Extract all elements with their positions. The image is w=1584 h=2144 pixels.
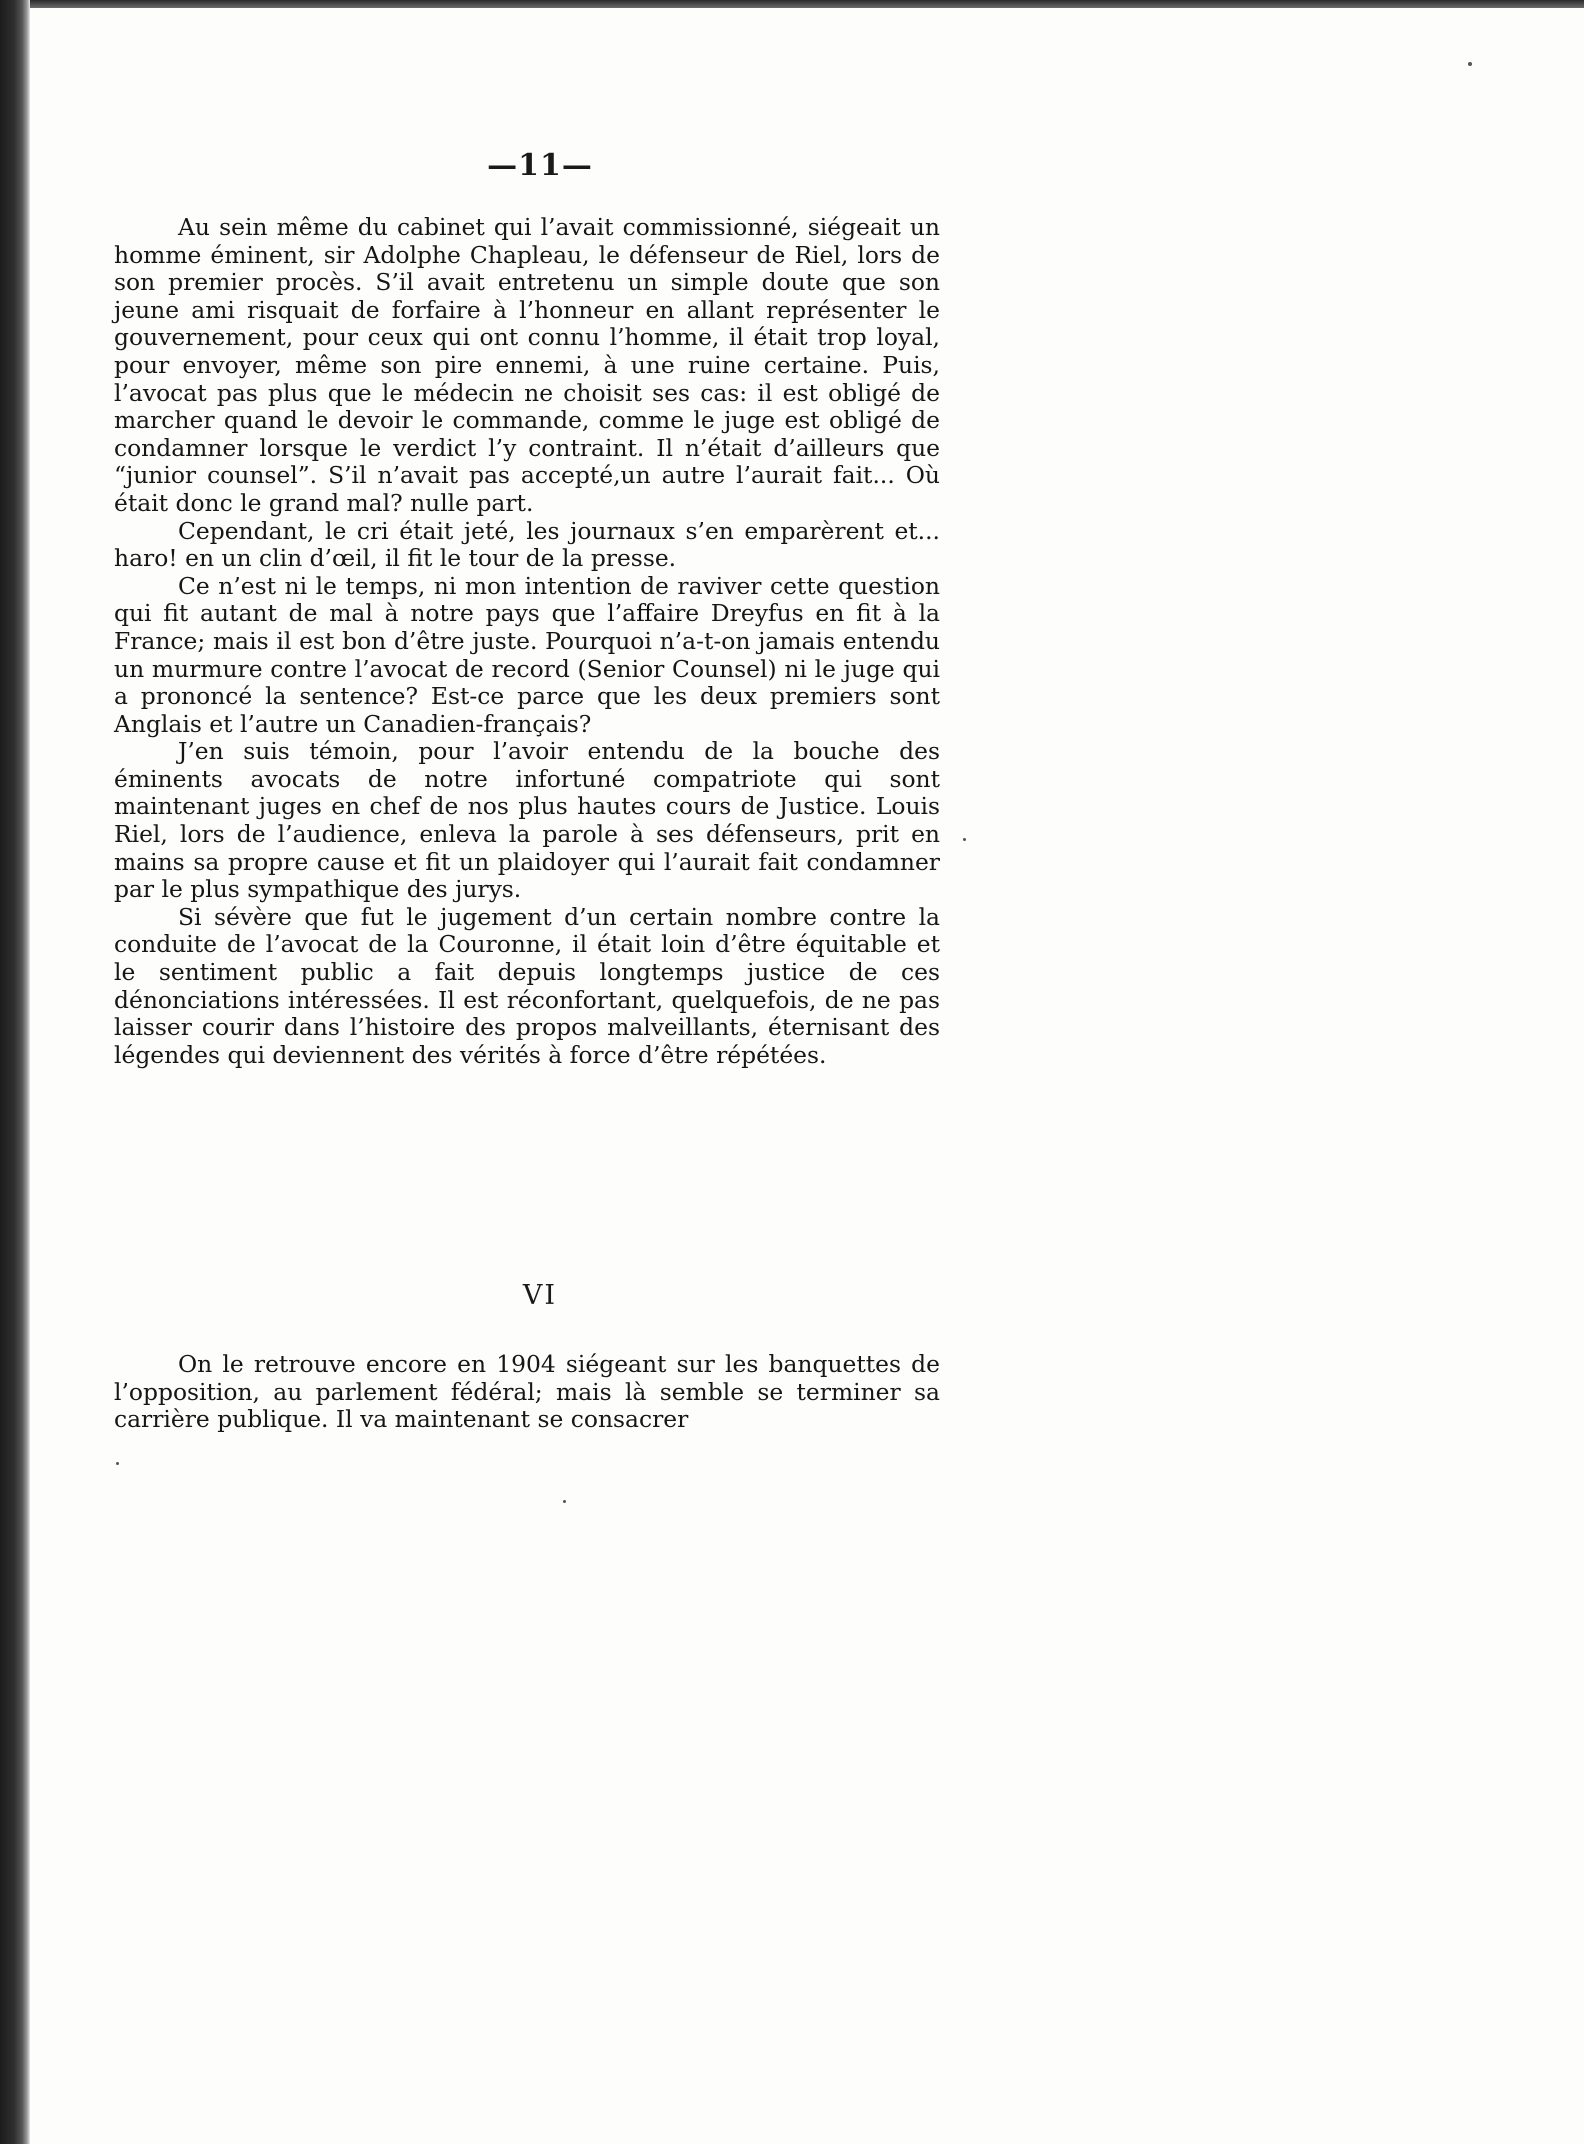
scan-speck — [1468, 62, 1472, 66]
paragraph: On le retrouve encore en 1904 siégeant sur les banquettes de l’opposition, au parlement fédéral; mais là semble se terminer sa carrière publique. Il va maintenant se consacrer — [114, 1350, 940, 1434]
page-number: —11— — [487, 148, 593, 183]
scan-speck — [963, 838, 966, 841]
paragraph: Si sévère que fut le jugement d’un certain nombre contre la conduite de l’avocat de la Couronne, il était loin d’être équitable et le sentiment public a fait depuis longtemps justice de ces dénonciations intéressées. Il est réconfortant, quelquefois, de ne pas laisser courir dans l’histoire des propos malveillants, éternisant des légendes qui deviennent des vérités à force d’être répétées. — [114, 902, 940, 1069]
paragraph: Ce n’est ni le temps, ni mon intention de raviver cette question qui fit autant de mal à notre pays que l’affaire Dreyfus en fit à la France; mais il est bon d’être juste. Pourquoi n’a-t-on jamais entendu un murmure contre l’avocat de record (Senior Counsel) ni le juge qui a prononcé la sentence? Est-ce parce que les deux premiers sont Anglais et l’autre un Canadien-français? — [114, 571, 940, 738]
paragraph: J’en suis témoin, pour l’avoir entendu de la bouche des éminents avocats de notre infortuné compatriote qui sont maintenant juges en chef de nos plus hautes cours de Justice. Louis Riel, lors de l’audience, enleva la parole à ses défenseurs, prit en mains sa propre cause et fit un plaidoyer qui l’aurait fait condamner par le plus sympathique des jurys. — [114, 737, 940, 904]
scan-speck — [116, 1462, 119, 1465]
scan-speck — [563, 1500, 566, 1503]
paragraph: Au sein même du cabinet qui l’avait commissionné, siégeait un homme éminent, sir Adolphe Chapleau, le défenseur de Riel, lors de son premier procès. S’il avait entretenu un simple doute que son jeune ami risquait de forfaire à l’honneur en allant représenter le gouvernement, pour ceux qui ont connu l’homme, il était trop loyal, pour envoyer, même son pire ennemi, à une ruine certaine. Puis, l’avocat pas plus que le médecin ne choisit ses cas: il est obligé de marcher quand le devoir le commande, comme le juge est obligé de condamner lorsque le verdict l’y contraint. Il n’était d’ailleurs que “junior counsel”. S’il n’avait pas accepté,un autre l’aurait fait... Où était donc le grand mal? nulle part. — [114, 213, 940, 517]
body-text — [114, 214, 940, 1069]
section-body-text — [114, 1351, 940, 1434]
section-heading: VI — [522, 1280, 558, 1311]
page-binding-shadow — [0, 0, 30, 2144]
page-top-shadow — [0, 0, 1584, 8]
paragraph: Cependant, le cri était jeté, les journaux s’en emparèrent et... haro! en un clin d’œil, il fit le tour de la presse. — [114, 516, 940, 573]
